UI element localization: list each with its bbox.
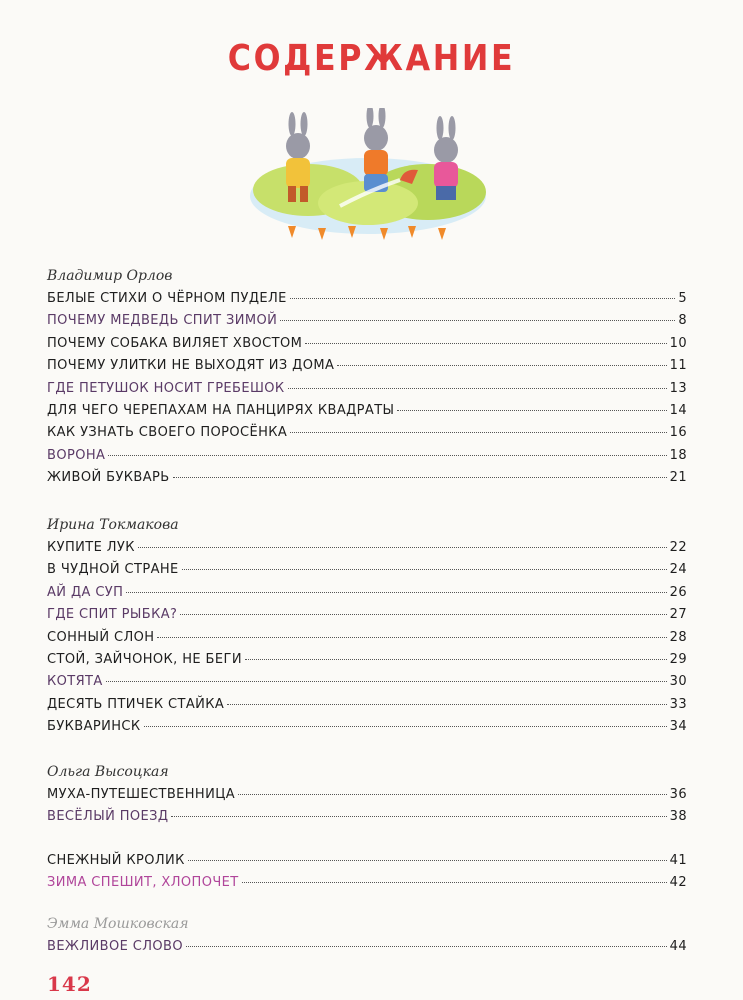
toc-entry[interactable] xyxy=(47,850,687,872)
toc-entry-page: 27 xyxy=(669,607,687,623)
toc-entry-title: ПОЧЕМУ УЛИТКИ НЕ ВЫХОДЯТ ИЗ ДОМА xyxy=(47,358,335,374)
dot-leader xyxy=(186,946,667,947)
page-number: 142 xyxy=(47,972,92,996)
toc-entry[interactable] xyxy=(47,333,687,355)
toc-entry[interactable] xyxy=(47,559,687,581)
toc-entry[interactable] xyxy=(47,467,687,489)
dot-leader xyxy=(188,860,667,861)
toc-entry-page: 24 xyxy=(669,562,687,578)
toc-entry-page: 10 xyxy=(669,335,687,351)
toc-entry-page: 14 xyxy=(669,402,687,418)
toc-entry[interactable] xyxy=(47,582,687,604)
toc-section xyxy=(47,264,687,490)
dot-leader xyxy=(397,410,666,411)
toc-entry[interactable] xyxy=(47,288,687,310)
toc-entry[interactable] xyxy=(47,355,687,377)
toc-entry-title: СТОЙ, ЗАЙЧОНОК, НЕ БЕГИ xyxy=(47,651,242,667)
toc-section xyxy=(47,912,687,958)
dot-leader xyxy=(227,704,666,705)
toc-entry[interactable] xyxy=(47,694,687,716)
toc-section xyxy=(47,760,687,829)
toc-entry-title: КАК УЗНАТЬ СВОЕГО ПОРОСЁНКА xyxy=(47,425,288,441)
toc-entry-page: 44 xyxy=(669,939,687,954)
dot-leader xyxy=(108,455,666,456)
dot-leader xyxy=(337,365,666,366)
toc-entry-title: ПОЧЕМУ МЕДВЕДЬ СПИТ ЗИМОЙ xyxy=(47,313,278,329)
toc-entry-title: БУКВАРИНСК xyxy=(47,719,141,735)
toc-entry[interactable] xyxy=(47,400,687,422)
toc-entry-page: 29 xyxy=(669,651,687,667)
dot-leader xyxy=(245,659,667,660)
toc-entry-title: ПОЧЕМУ СОБАКА ВИЛЯЕТ ХВОСТОМ xyxy=(47,335,303,351)
toc-entry-title: ЗИМА СПЕШИТ, ХЛОПОЧЕТ xyxy=(47,875,239,891)
author-name: Владимир Орлов xyxy=(47,268,173,284)
toc-entry-title: АЙ ДА СУП xyxy=(47,584,124,600)
dot-leader xyxy=(182,569,667,570)
bunnies-gardening-illustration xyxy=(248,108,488,248)
toc-entry[interactable] xyxy=(47,378,687,400)
toc-entry[interactable] xyxy=(47,806,687,828)
dot-leader xyxy=(173,477,667,478)
toc-entry-page: 8 xyxy=(678,313,687,329)
dot-leader xyxy=(106,681,667,682)
toc-entry-title: СНЕЖНЫЙ КРОЛИК xyxy=(47,853,185,868)
toc-entry-title: ВЕСЁЛЫЙ ПОЕЗД xyxy=(47,809,169,825)
dot-leader xyxy=(242,882,667,883)
toc-entry-title: ДЕСЯТЬ ПТИЧЕК СТАЙКА xyxy=(47,696,225,712)
dot-leader xyxy=(305,343,666,344)
dot-leader xyxy=(290,298,676,299)
dot-leader xyxy=(280,320,675,321)
toc-entry[interactable] xyxy=(47,422,687,444)
toc-entry-page: 18 xyxy=(669,447,687,463)
toc-entry-title: МУХА-ПУТЕШЕСТВЕННИЦА xyxy=(47,787,236,802)
toc-entry[interactable] xyxy=(47,872,687,894)
dot-leader xyxy=(290,432,666,433)
toc-entry[interactable] xyxy=(47,537,687,559)
toc-entry-page: 34 xyxy=(669,719,687,735)
dot-leader xyxy=(288,388,667,389)
toc-entry-page: 22 xyxy=(669,540,687,555)
toc-entry-title: СОННЫЙ СЛОН xyxy=(47,629,155,645)
toc-entry[interactable] xyxy=(47,649,687,671)
page-title: СОДЕРЖАНИЕ xyxy=(227,38,516,79)
toc-entry-title: КУПИТЕ ЛУК xyxy=(47,540,135,555)
dot-leader xyxy=(238,794,667,795)
toc-entry[interactable] xyxy=(47,784,687,806)
dot-leader xyxy=(157,637,666,638)
toc-entry-page: 36 xyxy=(669,787,687,802)
dot-leader xyxy=(126,592,666,593)
dot-leader xyxy=(180,614,666,615)
toc-entry-page: 5 xyxy=(678,291,687,306)
toc-entry-title: ГДЕ СПИТ РЫБКА? xyxy=(47,607,178,623)
toc-entry-page: 16 xyxy=(669,425,687,441)
toc-entry[interactable] xyxy=(47,627,687,649)
toc-entry-title: ГДЕ ПЕТУШОК НОСИТ ГРЕБЕШОК xyxy=(47,380,285,396)
toc-entry-title: В ЧУДНОЙ СТРАНЕ xyxy=(47,562,179,578)
toc-entry-page: 41 xyxy=(669,853,687,868)
author-name: Ольга Высоцкая xyxy=(47,764,169,780)
toc-entry-page: 33 xyxy=(669,696,687,712)
dot-leader xyxy=(144,726,667,727)
toc-entry[interactable] xyxy=(47,604,687,626)
toc-section xyxy=(47,513,687,739)
toc-entry-page: 21 xyxy=(669,470,687,486)
toc-entry-page: 13 xyxy=(669,380,687,396)
toc-entry-title: КОТЯТА xyxy=(47,674,103,690)
dot-leader xyxy=(171,816,666,817)
toc-entry-title: ДЛЯ ЧЕГО ЧЕРЕПАХАМ НА ПАНЦИРЯХ КВАДРАТЫ xyxy=(47,402,395,418)
toc-entry-title: ЖИВОЙ БУКВАРЬ xyxy=(47,470,170,486)
author-name: Ирина Токмакова xyxy=(47,517,179,533)
toc-entry-page: 11 xyxy=(669,358,687,374)
toc-entry[interactable] xyxy=(47,936,687,958)
toc-entry[interactable] xyxy=(47,716,687,738)
toc-entry-page: 28 xyxy=(669,629,687,645)
toc-entry-page: 26 xyxy=(669,584,687,600)
toc-entry-page: 30 xyxy=(669,674,687,690)
toc-entry-title: БЕЛЫЕ СТИХИ О ЧЁРНОМ ПУДЕЛЕ xyxy=(47,291,287,306)
toc-section xyxy=(47,850,687,895)
toc-entry[interactable] xyxy=(47,445,687,467)
toc-entry[interactable] xyxy=(47,671,687,693)
toc-entry-title: ВОРОНА xyxy=(47,447,106,463)
toc-entry[interactable] xyxy=(47,310,687,332)
toc-entry-page: 42 xyxy=(669,875,687,891)
toc-entry-title: ВЕЖЛИВОЕ СЛОВО xyxy=(47,939,183,954)
author-name: Эмма Мошковская xyxy=(47,916,189,932)
dot-leader xyxy=(138,547,667,548)
toc-entry-page: 38 xyxy=(669,809,687,825)
